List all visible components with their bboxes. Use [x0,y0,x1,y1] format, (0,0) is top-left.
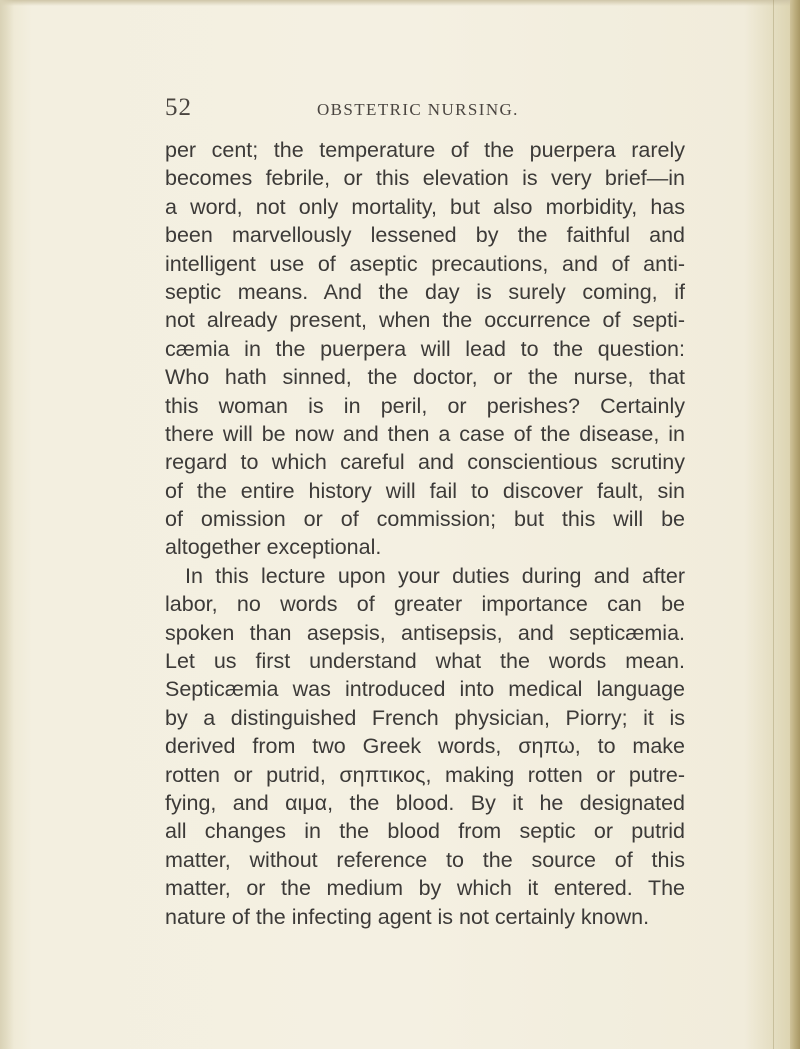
text-line: by a distinguished French physician, Piorry; it is [165,705,685,730]
text-line: matter, without reference to the source of this [165,847,685,872]
body-text [165,136,685,931]
text-line: of omission or of commission; but this will be [165,507,685,532]
text-line: been marvellously lessened by the faithful and [165,223,685,248]
page-top-shadow [0,0,800,6]
text-line: not already present, when the occurrence of septi- [165,308,685,333]
text-line: nature of the infecting agent is not certainly known. [165,904,650,929]
text-line: intelligent use of aseptic precautions, and of anti- [165,251,685,276]
book-spine-edge [790,0,800,1049]
text-line: altogether exceptional. [165,535,382,560]
text-line: rotten or putrid, σηπτικος, making rotten or putre- [165,762,685,787]
page-number: 52 [165,94,192,121]
text-line: derived from two Greek words, σηπω, to make [165,734,685,759]
text-line: per cent; the temperature of the puerpera rarely [165,138,685,162]
page-fold-line [773,0,774,1049]
running-head: OBSTETRIC NURSING. [317,100,519,119]
text-line: a word, not only mortality, but also morbidity, has [165,194,685,219]
page-left-shadow [0,0,14,1049]
text-line: of the entire history will fail to discover fault, sin [165,478,685,503]
text-line: In this lecture upon your duties during and after [185,563,685,588]
text-line: becomes febrile, or this elevation is very brief—in [165,166,685,191]
text-line: fying, and αιμα, the blood. By it he designated [165,790,685,815]
text-line: this woman is in peril, or perishes? Certainly [165,393,685,418]
text-line: Septicæmia was introduced into medical language [165,677,685,702]
text-line: Let us first understand what the words mean. [165,649,685,674]
text-line: there will be now and then a case of the disease, in [165,421,685,446]
text-line: all changes in the blood from septic or putrid [165,819,685,844]
text-line: cæmia in the puerpera will lead to the question: [165,336,685,361]
text-line: septic means. And the day is surely coming, if [165,279,685,304]
text-line: regard to which careful and conscientious scrutiny [165,450,685,475]
text-line: spoken than asepsis, antisepsis, and septicæmia. [165,620,685,645]
text-line: labor, no words of greater importance can be [165,592,685,617]
page-header [165,94,685,126]
text-line: Who hath sinned, the doctor, or the nurse, that [165,365,685,390]
text-line: matter, or the medium by which it entered. The [165,876,685,901]
